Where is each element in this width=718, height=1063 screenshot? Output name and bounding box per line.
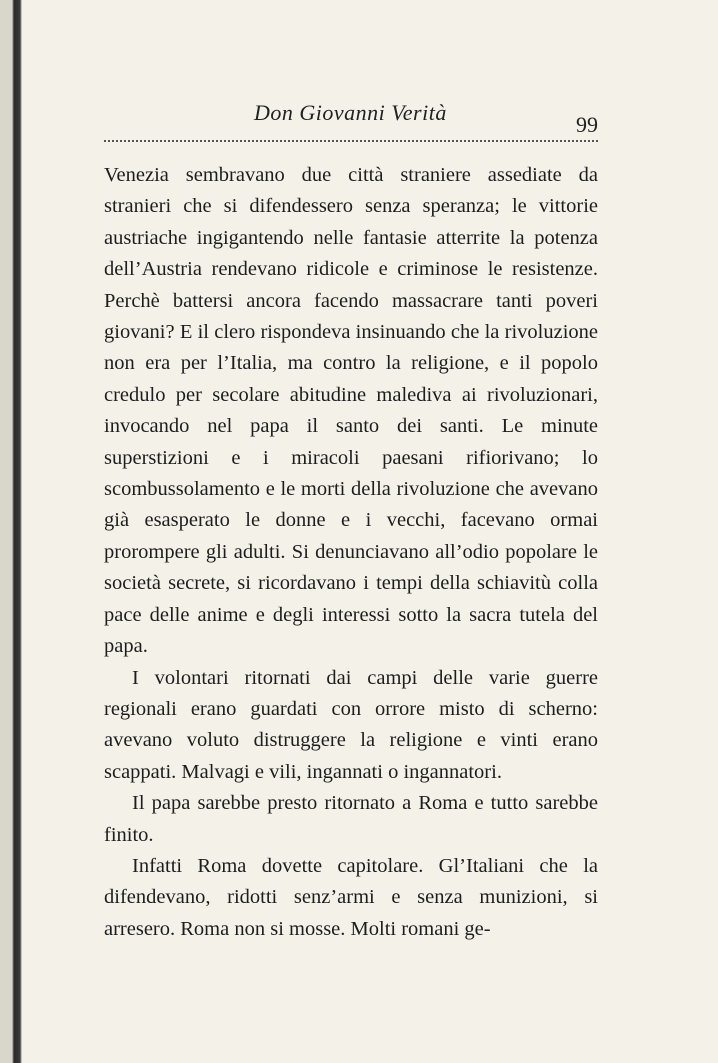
book-spine-shadow bbox=[0, 0, 22, 1063]
paragraph: Venezia sembravano due città straniere assediate da stranieri che si difendessero senza speranza; le vittorie austriache ingigantendo nelle fantasie atterrite la potenza dell’Austria rendevano ridicole e criminose le resistenze. Perchè battersi ancora facendo massacrare tanti poveri giovani? E il clero rispondeva insinuando che la rivoluzione non era per l’Italia, ma contro la religione, e il popolo credulo per secolare abitudine malediva ai rivoluzionari, invocando nel papa il santo dei santi. Le minute superstizioni e i miracoli paesani rifiorivano; lo scombussolamento e le morti della rivoluzione che avevano già esasperato le donne e i vecchi, facevano ormai prorompere gli adulti. Si denunciavano all’odio popolare le società secrete, si ricordavano i tempi della schiavitù colla pace delle anime e degli interessi sotto la sacra tutela del papa. bbox=[104, 164, 598, 658]
body-text bbox=[104, 160, 598, 945]
page-header bbox=[94, 100, 604, 137]
page-number: 99 bbox=[576, 112, 598, 137]
running-title: Don Giovanni Verità bbox=[254, 100, 447, 125]
book-page bbox=[94, 0, 604, 1063]
paragraph: Infatti Roma dovette capitolare. Gl’Italiani che la difendevano, ridotti senz’armi e senza munizioni, si arresero. Roma non si mosse. Molti romani ge- bbox=[104, 854, 598, 940]
paragraph: I volontari ritornati dai campi delle varie guerre regionali erano guardati con orrore misto di scherno: avevano voluto distruggere la religione e vinti erano scappati. Malvagi e vili, ingannati o ingannatori. bbox=[104, 666, 598, 783]
paragraph: Il papa sarebbe presto ritornato a Roma e tutto sarebbe finito. bbox=[104, 792, 598, 846]
header-dotted-rule bbox=[104, 140, 598, 142]
